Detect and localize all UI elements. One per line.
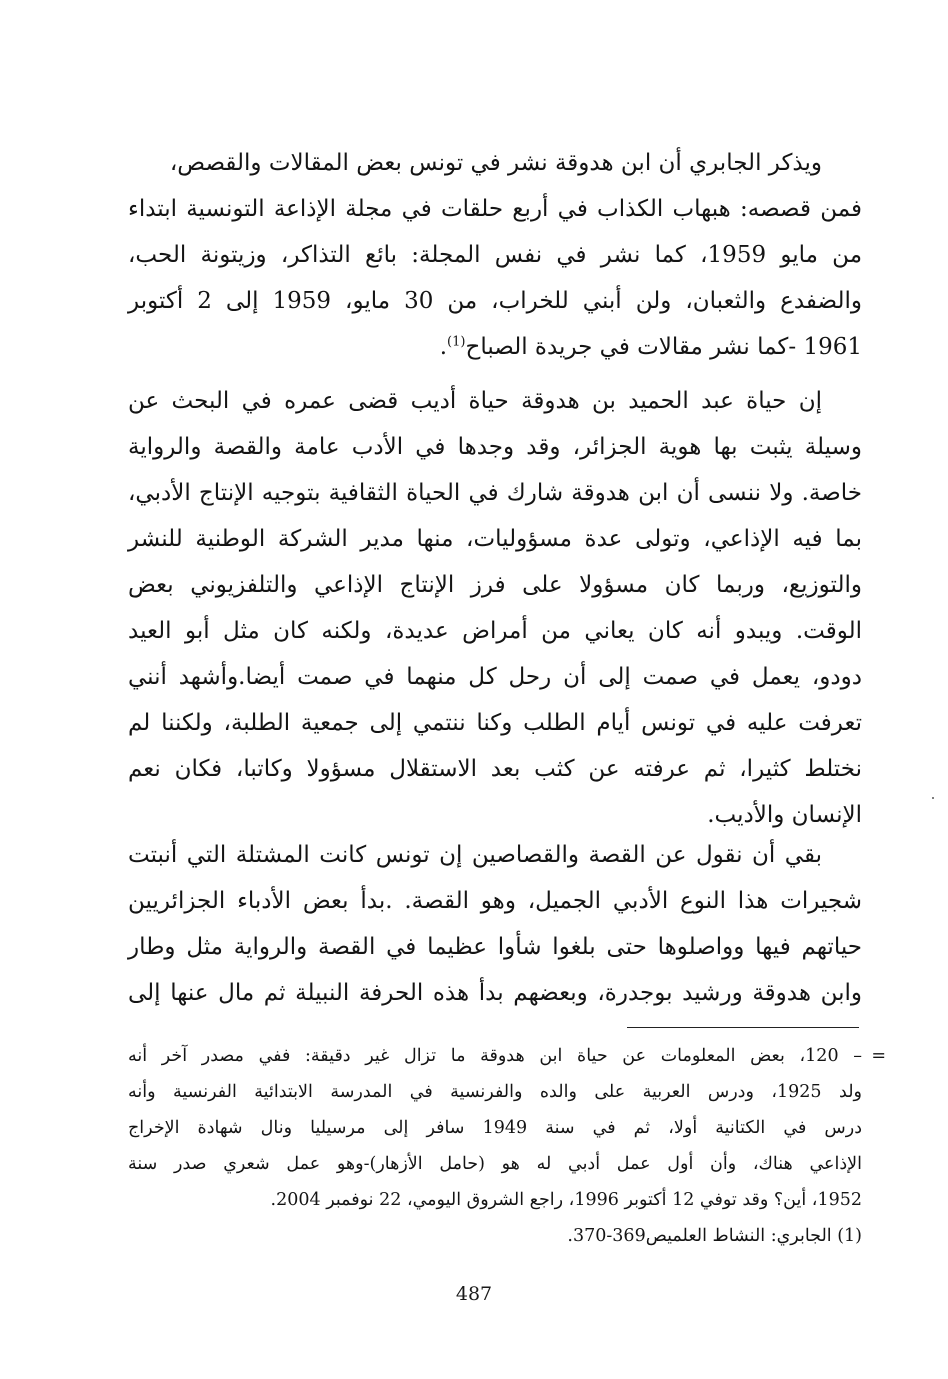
paragraph-line: تعرفت عليه في تونس أيام الطلب وكنا ننتمي إلى جمعية الطلبة، ولكننا لم	[128, 710, 862, 736]
footnote-reference: (1)	[447, 334, 466, 350]
paragraph-line: الوقت. ويبدو أنه كان يعاني من أمراض عديدة، ولكنه كان مثل أبو العيد	[128, 618, 862, 644]
footnote-line: الإذاعي هناك، وأن أول عمل أدبي له هو (حامل الأزهار)-وهو عمل شعري صدر سنة	[128, 1154, 862, 1174]
paragraph-line: خاصة. ولا ننسى أن ابن هدوقة شارك في الحياة الثقافية بتوجيه الإنتاج الأدبي،	[128, 480, 862, 506]
scan-speck	[932, 797, 934, 799]
paragraph-line: بما فيه الإذاعي، وتولى عدة مسؤوليات، منها مدير الشركة الوطنية للنشر	[128, 526, 862, 552]
footnote-line: ولد 1925، ودرس العربية على والده والفرنسية في المدرسة الابتدائية الفرنسية وأنه	[128, 1082, 862, 1102]
paragraph-line: ويذكر الجابري أن ابن هدوقة نشر في تونس بعض المقالات والقصص،	[169, 150, 822, 176]
footnote-text: – 120، بعض المعلومات عن حياة ابن هدوقة ما تزال غير دقيقة: ففي مصدر آخر أنه	[128, 1046, 862, 1066]
paragraph-line: بقي أن نقول عن القصة والقصاصين إن تونس كانت المشتلة التي أنبتت	[128, 842, 822, 868]
paragraph-line-text: 1961 -كما نشر مقالات في جريدة الصباح	[465, 334, 862, 360]
paragraph-line: وسيلة يثبت بها هوية الجزائر، وقد وجدها في الأدب عامة والقصة والرواية	[128, 434, 862, 460]
paragraph-line: والضفدع والثعبان، ولن أبني للخراب، من 30 مايو، 1959 إلى 2 أكتوبر	[128, 288, 862, 314]
paragraph-line: إن حياة عبد الحميد بن هدوقة حياة أديب قضى عمره في البحث عن	[128, 388, 822, 414]
paragraph-3	[128, 832, 862, 1016]
footnote-line: درس في الكتانية أولا، ثم في سنة 1949 سافر إلى مرسيليا ونال شهادة الإخراج	[128, 1118, 862, 1138]
paragraph-line: شجيرات هذا النوع الأدبي الجميل، وهو القصة. .بدأ بعض الأدباء الجزائريين	[128, 888, 862, 914]
paragraph-line: فمن قصصه: هبهاب الكذاب في أربع حلقات في مجلة الإذاعة التونسية ابتداء	[128, 196, 862, 222]
continuation-marker: =	[871, 1046, 886, 1066]
paragraph-1	[128, 140, 862, 370]
paragraph-line: حياتهم فيها وواصلوها حتى بلغوا شأوا عظيما في القصة والرواية مثل وطار	[128, 934, 862, 960]
footnote-1: (1) الجابري: النشاط العلميص369-370.	[567, 1226, 862, 1246]
paragraph-2	[128, 378, 862, 838]
paragraph-line-last	[128, 324, 862, 370]
footnotes	[128, 1038, 886, 1254]
paragraph-line: دودو، يعمل في صمت إلى أن رحل كل منهما في صمت أيضا.وأشهد أنني	[128, 664, 862, 690]
paragraph-line-last: الإنسان والأديب.	[707, 802, 862, 828]
page-number: 487	[455, 1283, 493, 1305]
footnote-line	[128, 1038, 886, 1074]
sentence-end: .	[439, 334, 448, 360]
paragraph-line: نختلط كثيرا، ثم عرفته عن كثب بعد الاستقلال مسؤولا وكاتبا، فكان نعم	[128, 756, 862, 782]
footnote-line: 1952، أين؟ وقد توفي 12 أكتوبر 1996، راجع الشروق اليومي، 22 نوفمبر 2004.	[270, 1190, 862, 1210]
paragraph-line: من مايو 1959، كما نشر في نفس المجلة: بائع التذاكر، وزيتونة الحب،	[128, 242, 863, 268]
paragraph-line: والتوزيع، وربما كان مسؤولا على فرز الإنتاج الإذاعي والتلفزيوني بعض	[128, 572, 862, 598]
paragraph-line: وابن هدوقة ورشيد بوجدرة، وبعضهم بدأ هذه الحرفة النبيلة ثم مال عنها إلى	[128, 980, 862, 1006]
footnote-separator	[627, 1027, 859, 1028]
